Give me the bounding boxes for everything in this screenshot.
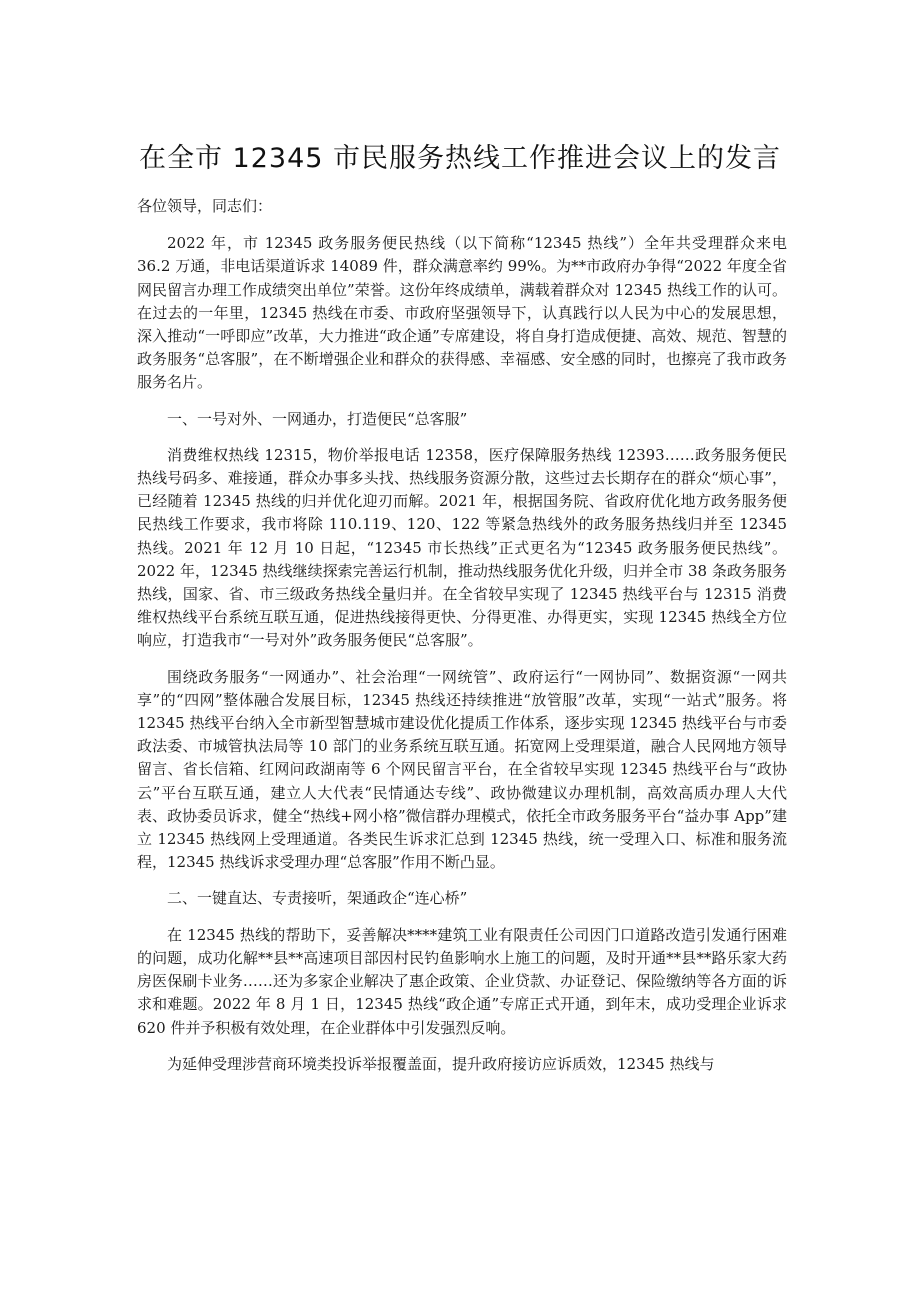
paragraph-business-environment: 为延伸受理涉营商环境类投诉举报覆盖面，提升政府接访应诉质效，12345 热线与: [167, 1054, 715, 1073]
paragraph-intro: 2022 年，市 12345 政务服务便民热线（以下简称“12345 热线”）全年共受理群众来电 36.2 万通，非电话渠道诉求 14089 件，群众满意率约 99%。为**市政府办争得“2022 年度全省网民留言办理工作成绩突出单位”荣誉。这份年终成绩单，满载着群众对 12345 热线工作的认可。在过去的一年里，12345 热线在市委、市政府坚强领导下，认真践行以人民为中心的发展思想，深入推动“一呼即应”改革，大力推进“政企通”专席建设，将自身打造成便捷、高效、规范、智慧的政务服务“总客服”，在不断增强企业和群众的获得感、幸福感、安全感的同时，也擦亮了我市政务服务名片。: [137, 234, 787, 392]
paragraph-enterprise-cases: 在 12345 热线的帮助下，妥善解决****建筑工业有限责任公司因门口道路改造引发通行困难的问题，成功化解**县**高速项目部因村民钓鱼影响水上施工的问题，及时开通**县**路乐家大药房医保刷卡业务……还为多家企业解决了惠企政策、企业贷款、办证登记、保险缴纳等各方面的诉求和难题。2022 年 8 月 1 日，12345 热线“政企通”专席正式开通，到年末，成功受理企业诉求 620 件并予积极有效处理，在企业群体中引发强烈反响。: [137, 925, 787, 1037]
paragraph-four-networks: 围绕政务服务“一网通办”、社会治理“一网统管”、政府运行“一网协同”、数据资源“一网共享”的“四网”整体融合发展目标，12345 热线还持续推进“放管服”改革，实现“一站式”服务。将 12345 热线平台纳入全市新型智慧城市建设优化提质工作体系，逐步实现 12345 热线平台与市委政法委、市城管执法局等 10 部门的业务系统互联互通。拓宽网上受理渠道，融合人民网地方领导留言、省长信箱、红网问政湖南等 6 个网民留言平台，在全省较早实现 12345 热线平台与“政协云”平台互联互通，建立人大代表“民情通达专线”、政协微建议办理机制，高效高质办理人大代表、政协委员诉求，健全“热线+网小格”微信群办理模式，依托全市政务服务平台“益办事 App”建立 12345 热线网上受理通道。各类民生诉求汇总到 12345 热线，统一受理入口、标准和服务流程，12345 热线诉求受理办理“总客服”作用不断凸显。: [137, 667, 787, 872]
page-title: 在全市 12345 市民服务热线工作推进会议上的发言: [138, 143, 782, 174]
paragraph-hotline-merge: 消费维权热线 12315，物价举报电话 12358，医疗保障服务热线 12393……政务服务便民热线号码多、难接通，群众办事多头找、热线服务资源分散，这些过去长期存在的群众“烦心事”，已经随着 12345 热线的归并优化迎刃而解。2021 年，根据国务院、省政府优化地方政务服务便民热线工作要求，我市将除 110.119、120、122 等紧急热线外的政务服务热线归并至 12345 热线。2021 年 12 月 10 日起，“12345 市长热线”正式更名为“12345 政务服务便民热线”。2022 年，12345 热线继续探索完善运行机制，推动热线服务优化升级，归并全市 38 条政务服务热线，国家、省、市三级政务热线全量归并。在全省较早实现了 12345 热线平台与 12315 消费维权热线平台系统互联互通，促进热线接得更快、分得更准、办得更实，实现 12345 热线全方位响应，打造我市“一号对外”政务服务便民“总客服”。: [137, 445, 787, 650]
section-heading-1: 一、一号对外、一网通办，打造便民“总客服”: [167, 409, 468, 428]
salutation: 各位领导，同志们：: [137, 197, 273, 215]
document-body: [137, 195, 787, 1089]
section-heading-2: 二、一键直达、专责接听，架通政企“连心桥”: [167, 889, 468, 908]
